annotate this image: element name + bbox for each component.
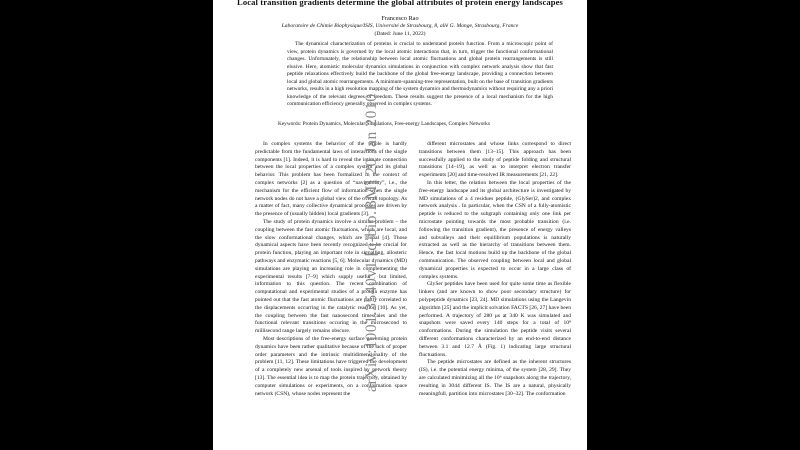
paragraph: GlySer peptides have been used for quite some time as flexible linkers (and are known to show poor secondary structure) for polypeptide dynamics [23, 24]. MD simulations using the Langevin algorithm [25] and the implicit solvation FACTS [26, 27] have been performed. A trajectory of 280 μs at 340 K was simulated and snapshots were saved every 140 steps for a total of 10⁸ conformations. During the simulation the peptide visits several different conformations characterized by an end-to-end distance between 3.1 and 12.7 Å (Fig. 1) indicating large structural fluctuations. (419, 281, 571, 358)
left-column (255, 141, 407, 398)
paper-title: Local transition gradients determine the global attributes of protein energy landscapes (236, 0, 563, 7)
author-name: Francesco Rao (381, 15, 419, 22)
right-column (419, 141, 571, 398)
paper-date: (Dated: June 11, 2022) (374, 31, 426, 37)
paragraph: In this letter, the relation between the local properties of the free-energy landscape and its global architecture is investigated by MD simulations of a 4 residues peptide, (GlySer)2, and complex network analysis . In particular, when the CSN of a fully-atomistic peptide is reduced to the subgraph containing only one link per microstate pointing towards the most probable transition (i.e. following the transition gradient), the presence of energy valleys and subvalleys and their equilibrium populations is naturally extracted as well as the hierarchy of transitions between them. Hence, the fast local motions build up the backbone of the global communication. The observed coupling between local and global dynamical properties is expected to occur in a large class of complex systems. (419, 179, 571, 280)
paragraph: In complex systems the behavior of the whole is hardly predictable from the fundamental laws of interactions of the single components [1]. Indeed, it is hard to reveal the intimate connection between the local properties of a complex system and its global behavior. This problem has been formalized in the context of complex networks [2] as a question of “navigability”, i.e., the mechanism for the efficient flow of information when the single network nodes do not have a global view of the overall topology. As a matter of fact, many collective dynamical processes are driven by the presence of (usually hidden) local gradients [3]. (255, 141, 407, 218)
keywords: Keywords: Protein Dynamics, Molecular Simulations, Free-energy Landscapes, Complex Networks (278, 121, 490, 127)
abstract: The dynamical characterization of proteins is crucial to understand protein function. From a microscopic point of view, protein dynamics is governed by the local atomic interactions that, in turn, trigger the functional conformational changes. Unfortunately, the relationship between local atomic fluctuations and global protein rearrangements is still elusive. Here, atomistic molecular dynamics simulations in conjunction with complex network analysis show that fast peptide relaxations effectively build the backbone of the global free-energy landscape, providing a connection between local and global atomic rearrangements. A minimum-spanning-tree representation, built on the base of transition gradients networks, results in a high resolution mapping of the system dynamics and thermodynamics without requiring any a priori knowledge of the relevant degrees of freedom. These results suggest the presence of a local mechanism for the high communication efficiency generally observed in complex systems. (287, 41, 553, 108)
paragraph: different microstates and whose links correspond to direct transitions between them [13–15]. This approach has been successfully applied to the study of peptide folding and structural transitions [14–19], as well as to interpret electron transfer experiments [20] and time-resolved IR measurements [21, 22]. (419, 141, 571, 179)
arxiv-stamp: arXiv:1001.3540v1 [q-bio.BM] 20 Jan 2010 (363, 93, 380, 392)
author-affiliation: Laboratoire de Chimie Biophysique/ISIS, Université de Strasbourg, 8, allé G. Monge, Strasbourg, France (281, 23, 519, 29)
paper-page (213, 0, 587, 450)
paragraph: The peptide microstates are defined as the inherent structures (IS), i.e. the potential energy minima, of the system [28, 29]. They are calculated minimizing all the 10⁶ snapshots along the trajectory, resulting in 3044 different IS. The IS are a natural, physically meaningfull, partition into microstates [30–32]. The conformation (419, 359, 571, 397)
paragraph: The study of protein dynamics involve a similar problem – the coupling between the fast atomic fluctuations, which are local, and the slow conformational changes, which are global [4]. Those dynamical aspects have been recently recognized to be crucial for protein function, playing an important role in signalling, allosteric pathways and enzymatic reactions [5, 6]. Molecular dynamics (MD) simulations are playing an increasing role in complementing the experimental results [7–9] which supply useful , but limited, information to this question. The recent combination of computational and experimental studies of a protein enzyme has pointed out that the fast atomic fluctuations are partly correlated to the displacements occurring in the catalytic reaction [10]. As yet, the coupling between the fast nanosecond timescales and the functional relevant transitions occuring in the microsecond to millisecond range largely remains obscure. (255, 218, 407, 335)
paragraph: Most descriptions of the free-energy surface governing protein dynamics have been rather qualitative because of the lack of proper order parameters and the intrinsic multidimensionality of the problem [11, 12]. These limitations have triggered the development of a completely new arsenal of tools inspired by network theory [13]. The essential idea is to map the protein trajectory, obtained by computer simulations or experiments, on a conformation space network (CSN), whose nodes represent the (255, 335, 407, 397)
